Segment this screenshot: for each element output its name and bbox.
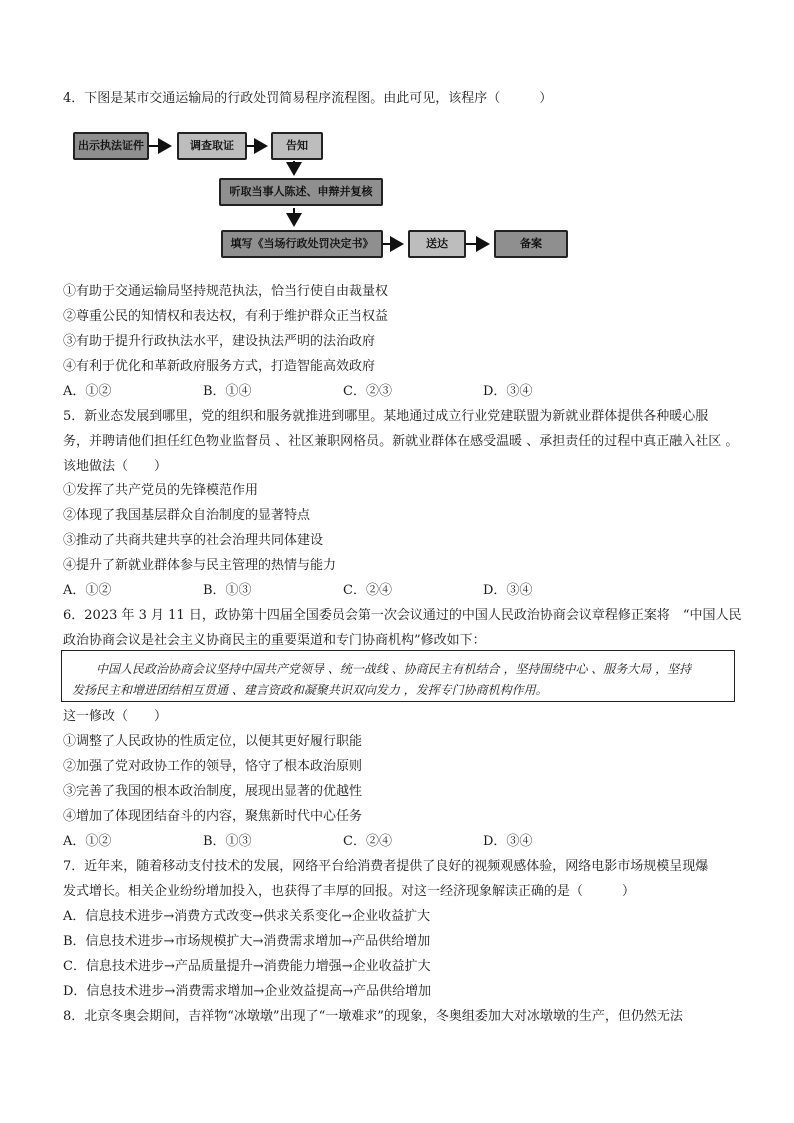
q5-option-d[interactable]: D．③④ [483, 583, 533, 598]
q5-stem-line-1: 5．新业态发展到哪里，党的组织和服务就推进到哪里。某地通过成立行业党建联盟为新就业群体提供各种暖心服 [63, 409, 709, 424]
q6-options [63, 833, 623, 851]
q4-item-1: ①有助于交通运输局坚持规范执法，恰当行使自由裁量权 [63, 284, 389, 299]
q4-item-4: ④有利于优化和革新政府服务方式，打造智能高效政府 [63, 359, 376, 374]
q7-option-c[interactable]: C．信息技术进步→产品质量提升→消费能力增强→企业收益扩大 [63, 959, 431, 974]
q5-item-3: ③推动了共商共建共享的社会治理共同体建设 [63, 533, 324, 548]
q6-option-b[interactable]: B．①③ [203, 834, 252, 849]
q5-option-b[interactable]: B．①③ [203, 583, 252, 598]
q4-option-d[interactable]: D．③④ [483, 384, 533, 399]
q6-stem-line-2: 政治协商会议是社会主义协商民主的重要渠道和专门协商机构”修改如下： [63, 633, 486, 648]
q4-options [63, 383, 623, 401]
q6-stem-line-3: 这一修改（ ） [63, 709, 168, 724]
q6-item-4: ④增加了体现团结奋斗的内容，聚焦新时代中心任务 [63, 809, 363, 824]
q4-option-a[interactable]: A．①② [63, 384, 112, 399]
flow-box-archive: 备案 [494, 230, 568, 258]
q6-item-2: ②加强了党对政协工作的领导，恪守了根本政治原则 [63, 759, 363, 774]
q5-option-a[interactable]: A．①② [63, 583, 112, 598]
q5-item-1: ①发挥了共产党员的先锋模范作用 [63, 483, 259, 498]
q7-stem-line-1: 7．近年来，随着移动支付技术的发展，网络平台给消费者提供了良好的视频观感体验，网络电影市场规模呈现爆 [63, 859, 709, 874]
q4-item-3: ③有助于提升行政执法水平，建设执法严明的法治政府 [63, 334, 376, 349]
flow-box-fill-decision: 填写《当场行政处罚决定书》 [221, 230, 383, 258]
q4-item-2: ②尊重公民的知情权和表达权，有利于维护群众正当权益 [63, 309, 389, 324]
q6-quote-box [61, 650, 735, 702]
q5-stem-line-2: 务，并聘请他们担任红色物业监督员 、社区兼职网格员。新就业群体在感受温暖 、承担责任的过程中真正融入社区 。 [63, 434, 739, 449]
q5-item-2: ②体现了我国基层群众自治制度的显著特点 [63, 508, 311, 523]
flow-box-show-credentials: 出示执法证件 [73, 132, 149, 160]
q6-item-1: ①调整了人民政协的性质定位，以便其更好履行职能 [63, 734, 363, 749]
q6-item-3: ③完善了我国的根本政治制度，展现出显著的优越性 [63, 784, 363, 799]
q6-option-a[interactable]: A．①② [63, 834, 112, 849]
q5-options [63, 582, 623, 600]
q7-option-a[interactable]: A．信息技术进步→消费方式改变→供求关系变化→企业收益扩大 [63, 909, 431, 924]
flow-box-notify: 告知 [271, 132, 323, 160]
q6-quote-line-2: 发扬民主和增进团结相互贯通 、建言资政和凝聚共识双向发力 ，发挥专门协商机构作用。 [72, 683, 548, 697]
q6-option-c[interactable]: C．②④ [343, 834, 392, 849]
flow-box-hear-statement: 听取当事人陈述、申辩并复核 [219, 178, 383, 206]
q6-stem-line-1: 6．2023 年 3 月 11 日，政协第十四届全国委员会第一次会议通过的中国人民政治协商会议章程修正案将 “中国人民 [63, 608, 742, 623]
q6-option-d[interactable]: D．③④ [483, 834, 533, 849]
q8-stem-line-1: 8．北京冬奥会期间，吉祥物“冰墩墩”出现了“一墩难求”的现象，冬奥组委加大对冰墩墩的生产，但仍然无法 [63, 1009, 683, 1024]
q7-option-b[interactable]: B．信息技术进步→市场规模扩大→消费需求增加→产品供给增加 [63, 934, 431, 949]
q5-stem-line-3: 该地做法（ ） [63, 459, 168, 474]
flow-box-deliver: 送达 [408, 230, 466, 258]
q5-item-4: ④提升了新就业群体参与民主管理的热情与能力 [63, 558, 337, 573]
flow-box-investigate: 调查取证 [177, 132, 247, 160]
q7-option-d[interactable]: D．信息技术进步→消费需求增加→企业效益提高→产品供给增加 [63, 984, 432, 999]
q5-option-c[interactable]: C．②④ [343, 583, 392, 598]
q7-stem-line-2: 发式增长。相关企业纷纷增加投入，也获得了丰厚的回报。对这一经济现象解读正确的是（ ） [63, 884, 636, 899]
q4-option-c[interactable]: C．②③ [343, 384, 392, 399]
q6-quote-line-1: 中国人民政治协商会议坚持中国共产党领导 、统一战线 、协商民主有机结合 ，坚持围绕中心 、服务大局 ，坚持 [96, 662, 692, 676]
q4-option-b[interactable]: B．①④ [203, 384, 252, 399]
q4-stem: 4．下图是某市交通运输局的行政处罚简易程序流程图。由此可见，该程序（ ） [63, 91, 553, 106]
